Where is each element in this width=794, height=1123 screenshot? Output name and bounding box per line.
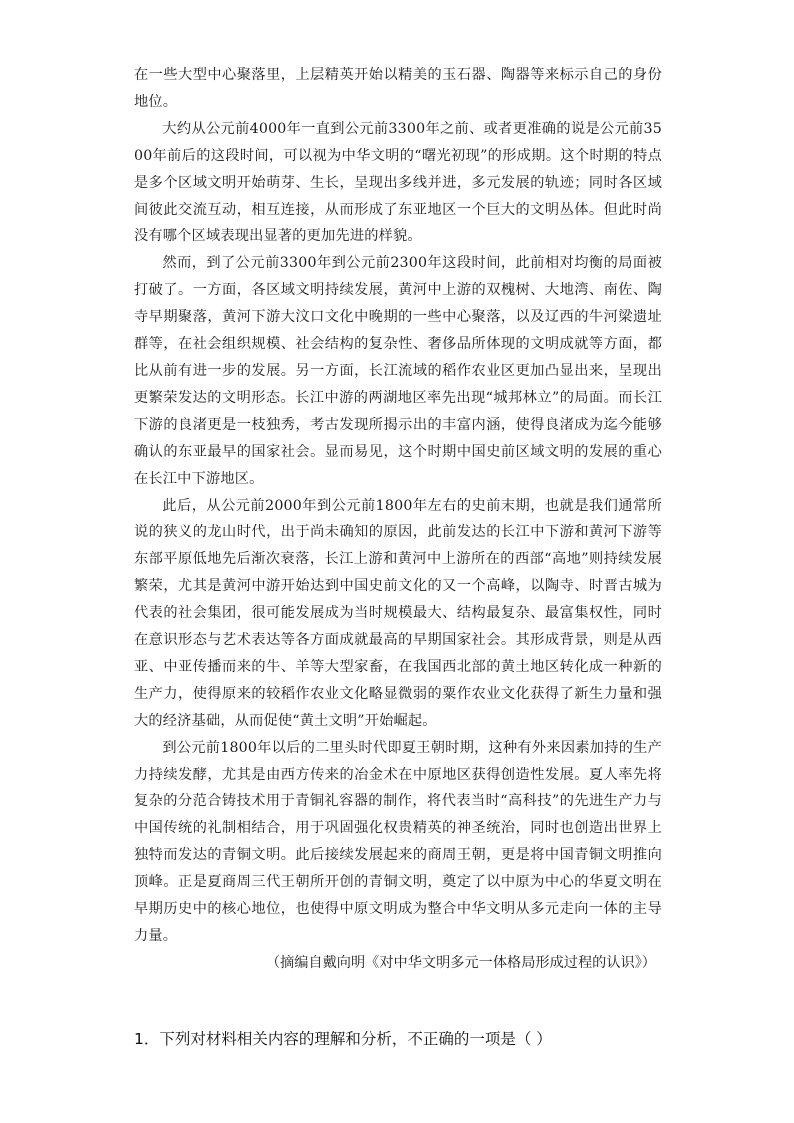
reading-passage — [134, 62, 662, 977]
question-1: 1．下列对材料相关内容的理解和分析，不正确的一项是（ ） — [134, 1030, 552, 1048]
passage-paragraph-4: 此后，从公元前2000年到公元前1800年左右的史前末期，也就是我们通常所说的狭义的龙山时代，出于尚未确知的原因，此前发达的长江中下游和黄河下游等东部平原低地先后渐次衰落，长江上游和黄河中上游所在的西部“高地”则持续发展繁荣，尤其是黄河中游开始达到中国史前文化的又一个高峰，以陶寺、时晋古城为代表的社会集团，很可能发展成为当时规模最大、结构最复杂、最富集权性，同时在意识形态与艺术表达等各方面成就最高的早期国家社会。其形成背景，则是从西亚、中亚传播而来的牛、羊等大型家畜，在我国西北部的黄土地区转化成一种新的生产力，使得原来的较稻作农业文化略显微弱的粟作农业文化获得了新生力量和强大的经济基础，从而促使“黄土文明”开始崛起。 — [134, 497, 662, 729]
passage-paragraph-2: 大约从公元前4000年一直到公元前3300年之前、或者更准确的说是公元前3500年前后的这段时间，可以视为中华文明的“曙光初现”的形成期。这个时期的特点是多个区域文明开始萌芽、生长，呈现出多线并进，多元发展的轨迹；同时各区域间彼此交流互动，相互连接，从而形成了东亚地区一个巨大的文明丛体。但此时尚没有哪个区域表现出显著的更加先进的样貌。 — [134, 120, 662, 245]
passage-source: （摘编自戴向明《对中华文明多元一体格局形成过程的认识》） — [265, 954, 656, 971]
passage-paragraph-1: 在一些大型中心聚落里，上层精英开始以精美的玉石器、陶器等来标示自己的身份地位。 — [134, 67, 662, 110]
passage-paragraph-5: 到公元前1800年以后的二里头时代即夏王朝时期，这种有外来因素加持的生产力持续发酵，尤其是由西方传来的冶金术在中原地区获得创造性发展。夏人率先将复杂的分范合铸技术用于青铜礼容器的制作，将代表当时“高科技”的先进生产力与中国传统的礼制相结合，用于巩固强化权贵精英的神圣统治，同时也创造出世界上独特而发达的青铜文明。此后接续发展起来的商周王朝，更是将中国青铜文明推向顶峰。正是夏商周三代王朝所开创的青铜文明，奠定了以中原为中心的华夏文明在早期历史中的核心地位，也使得中原文明成为整合中华文明从多元走向一体的主导力量。 — [134, 739, 662, 944]
passage-paragraph-3: 然而，到了公元前3300年到公元前2300年这段时间，此前相对均衡的局面被打破了。一方面，各区域文明持续发展，黄河中上游的双槐树、大地湾、南佐、陶寺早期聚落，黄河下游大汶口文化中晚期的一些中心聚落，以及辽西的牛河梁遗址群等，在社会组织规模、社会结构的复杂性、奢侈品所体现的文明成就等方面，都比从前有进一步的发展。另一方面，长江流域的稻作农业区更加凸显出来，呈现出更繁荣发达的文明形态。长江中游的两湖地区率先出现“城邦林立”的局面。而长江下游的良渚更是一枝独秀，考古发现所揭示出的丰富内涵，使得良渚成为迄今能够确认的东亚最早的国家社会。显而易见，这个时期中国史前区域文明的发展的重心在长江中下游地区。 — [134, 255, 662, 487]
